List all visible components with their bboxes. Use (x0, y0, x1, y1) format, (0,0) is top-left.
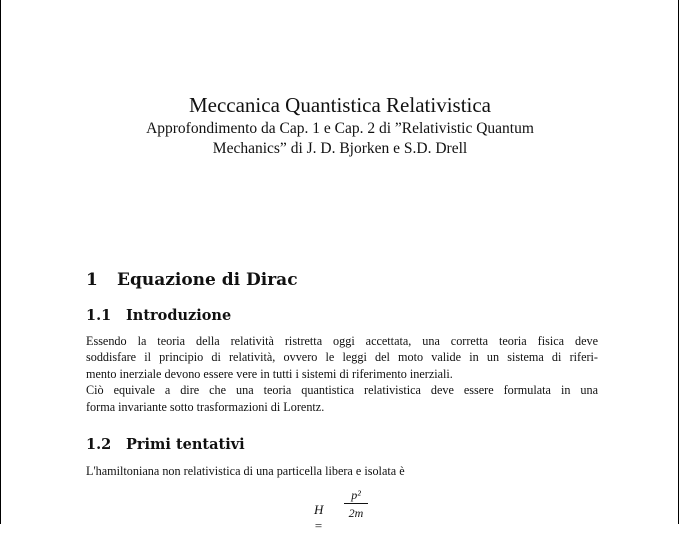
paragraph-line: Essendo la teoria della relatività ristretta oggi accettata, una corretta teoria fisica deve (86, 334, 598, 348)
section-heading-1 (86, 269, 298, 291)
subtitle-line-1: Approfondimento da Cap. 1 e Cap. 2 di ”Relativistic Quantum (146, 120, 534, 137)
subsection-title: Introduzione (126, 307, 232, 324)
paragraph-line: mento inerziale devono essere vere in tutti i sistemi di riferimento inerziali. (86, 366, 453, 381)
paragraph-primi-tentativi (86, 463, 598, 479)
paragraph-line: L'hamiltoniana non relativistica di una particella libera e isolata è (86, 464, 405, 478)
subtitle-line-2: Mechanics” di J. D. Bjorken e S.D. Drell (212, 140, 468, 157)
equation-denominator: 2m (348, 506, 364, 520)
subsection-number: 1.1 (86, 307, 112, 324)
section-title: Equazione di Dirac (117, 270, 298, 290)
document-title: Meccanica Quantistica Relativistica (188, 93, 492, 117)
subsection-number: 1.2 (86, 436, 112, 453)
fraction-bar (344, 503, 368, 504)
equation-lhs: H = (314, 502, 324, 533)
paragraph-line: soddisfare il principio di relatività, ovvero le leggi del moto valide in un sistema di riferi- (86, 350, 598, 365)
subsection-heading-1-1 (86, 307, 231, 325)
paragraph-introduzione (86, 333, 598, 415)
paragraph-line: forma invariante sotto trasformazioni di Lorentz. (86, 399, 325, 414)
subsection-title: Primi tentativi (126, 436, 245, 453)
paragraph-line: Ciò equivale a dire che una teoria quantistica relativistica deve essere formulata in una (86, 383, 598, 398)
section-number: 1 (86, 270, 98, 290)
document-subtitle (110, 119, 570, 159)
equation-numerator: p² (351, 488, 361, 502)
equation-fraction (344, 488, 368, 520)
subsection-heading-1-2 (86, 436, 245, 454)
